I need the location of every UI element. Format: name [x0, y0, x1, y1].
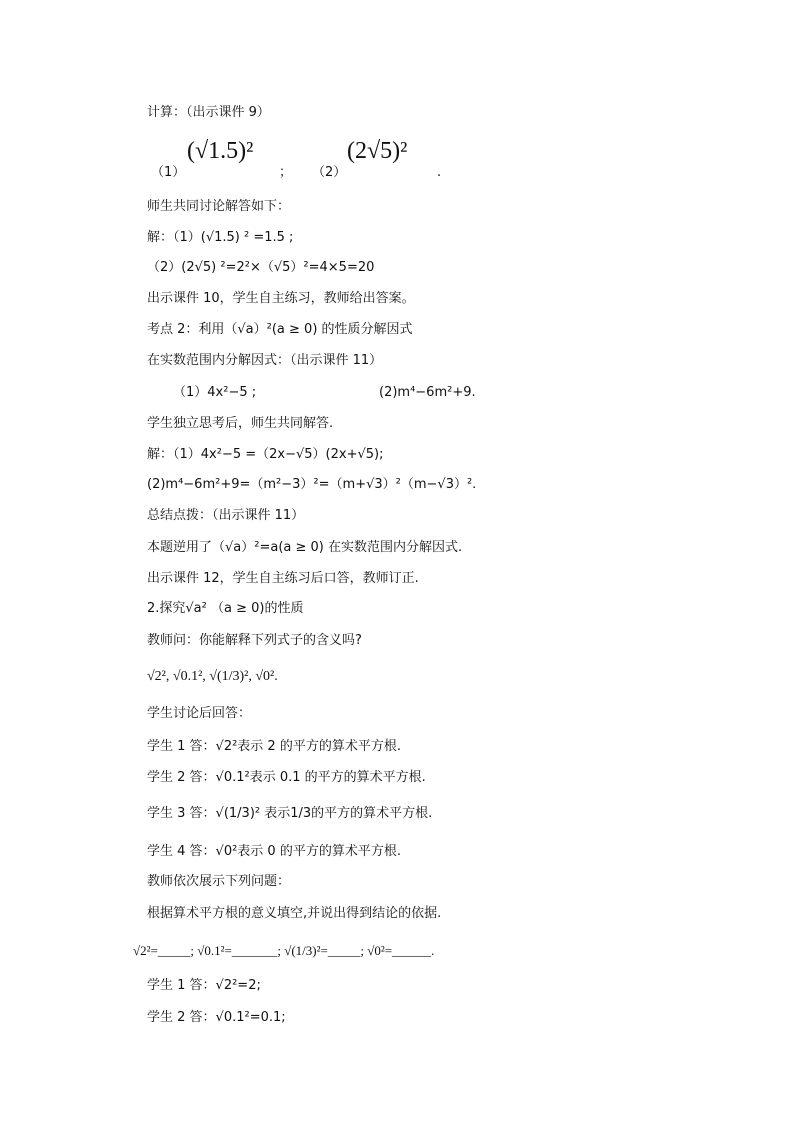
line-student-2-answer: 学生 2 答：√0.1²表示 0.1 的平方的算术平方根.	[147, 770, 426, 785]
line-summary: 总结点拨：（出示课件 11）	[147, 508, 305, 523]
line-teacher-shows: 教师依次展示下列问题：	[147, 874, 291, 889]
factor-item-2: (2)m⁴−6m²+9.	[379, 385, 476, 400]
line-point-2: 考点 2：利用（√a）²(a ≥ 0) 的性质分解因式	[147, 322, 413, 337]
line-factor-solution-1: 解：（1）4x²−5 =（2x−√5）(2x+√5);	[147, 447, 384, 462]
ex-end: .	[437, 165, 442, 180]
line-factor-solution-2: (2)m⁴−6m²+9=（m²−3）²=（m+√3）²（m−√3）².	[147, 477, 477, 492]
ex1-label: （1）	[151, 165, 186, 180]
line-factor-task: 在实数范围内分解因式：（出示课件 11）	[147, 353, 383, 368]
line-courseware-10: 出示课件 10，学生自主练习，教师给出答案。	[147, 291, 415, 306]
line-discussion: 师生共同讨论解答如下：	[147, 199, 291, 214]
line-solution-2: （2）(2√5) ²=2²×（√5）²=4×5=20	[147, 260, 375, 275]
factor-item-1: （1）4x²−5 ;	[173, 385, 257, 400]
line-solution-1: 解：（1）(√1.5) ² =1.5 ;	[147, 230, 294, 245]
line-teacher-question: 教师问：你能解释下列式子的含义吗?	[147, 633, 362, 648]
line-students-discuss: 学生讨论后回答：	[147, 706, 252, 721]
line-student-4-answer: 学生 4 答：√0²表示 0 的平方的算术平方根.	[147, 844, 401, 859]
line-student-2-fill: 学生 2 答：√0.1²=0.1;	[147, 1010, 286, 1025]
ex-separator: ；	[279, 165, 293, 180]
line-compute: 计算：（出示课件 9）	[147, 105, 270, 120]
line-explore-heading: 2.探究√a² （a ≥ 0)的性质	[147, 601, 304, 616]
ex1-expression: (√1.5)²	[187, 138, 254, 164]
line-student-1-answer: 学生 1 答：√2²表示 2 的平方的算术平方根.	[147, 739, 401, 754]
line-reverse-use: 本题逆用了（√a）²=a(a ≥ 0) 在实数范围内分解因式.	[147, 540, 463, 555]
line-fill-blanks: √2²=_____; √0.1²=_______; √(1/3)²=_____; √0²=______.	[133, 943, 435, 958]
line-independent-think: 学生独立思考后，师生共同解答.	[147, 416, 334, 431]
line-student-1-fill: 学生 1 答：√2²=2;	[147, 978, 261, 993]
line-courseware-12: 出示课件 12，学生自主练习后口答，教师订正.	[147, 571, 419, 586]
line-student-3-answer: 学生 3 答：√(1/3)² 表示1/3的平方的算术平方根.	[147, 806, 433, 821]
line-fill-instructions: 根据算术平方根的意义填空,并说出得到结论的依据.	[147, 906, 442, 921]
ex2-label: （2）	[312, 165, 347, 180]
line-radical-list: √2², √0.1², √(1/3)², √0².	[147, 669, 278, 684]
ex2-expression: (2√5)²	[347, 138, 408, 164]
